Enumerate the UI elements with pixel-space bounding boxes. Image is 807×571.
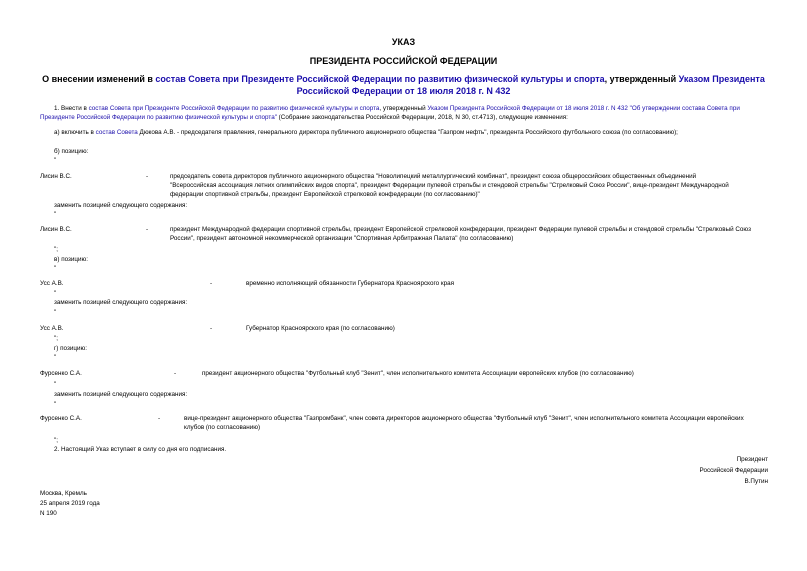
heading-link-decree[interactable]: Указом Президента Российской Федерации от 18 июля 2018 г. N 432 bbox=[296, 74, 765, 96]
decree-number: N 190 bbox=[40, 510, 57, 517]
entry-dash: - bbox=[210, 280, 213, 287]
replace-label: заменить позицией следующего содержания: bbox=[54, 202, 188, 209]
signature-country: Российской Федерации bbox=[699, 467, 768, 474]
entry-dash: - bbox=[146, 226, 149, 233]
paragraph-2: 2. Настоящий Указ вступает в силу со дня его подписания. bbox=[54, 446, 227, 453]
signature-title: Президент bbox=[736, 456, 768, 463]
p1-link-title[interactable]: "Об утверждении состава Совета при Президенте Российской Федерации по развитию физической культуры и спорта" bbox=[40, 105, 740, 121]
entry-name: Усс А.В. bbox=[40, 280, 64, 287]
quote-mark: " bbox=[54, 290, 57, 297]
entry-name: Лисин В.С. bbox=[40, 173, 72, 180]
heading-text: О внесении изменений в bbox=[42, 74, 156, 84]
paragraph-1 bbox=[40, 104, 770, 122]
replace-label: заменить позицией следующего содержания: bbox=[54, 391, 188, 398]
replace-label: заменить позицией следующего содержания: bbox=[54, 299, 188, 306]
document-heading bbox=[30, 73, 777, 97]
entry-description: президент Международной федерации спортивной стрельбы, президент Европейской стрелковой конфедерации, президент Федерации пулевой стрельбы и стендовой стрельбы "Стрелковый Союз России", президент автономной некоммерческой организации "Спортивная Арбитражная Палата" (по согласованию) bbox=[170, 226, 752, 242]
entry-description: Губернатор Красноярского края (по согласованию) bbox=[246, 325, 395, 332]
entry-dash: - bbox=[210, 325, 213, 332]
paragraph-v: в) позицию: bbox=[54, 256, 89, 263]
quote-close: "; bbox=[54, 437, 58, 444]
p1-text-mid: , утвержденный bbox=[379, 105, 428, 112]
quote-mark: " bbox=[54, 211, 57, 218]
quote-close: "; bbox=[54, 335, 58, 342]
quote-mark: " bbox=[54, 157, 57, 164]
quote-mark: " bbox=[54, 381, 57, 388]
heading-link-council[interactable]: состав Совета при Президенте Российской Федерации по развитию физической культуры и спорта bbox=[155, 74, 605, 84]
quote-mark: " bbox=[54, 265, 57, 272]
signature-name: В.Путин bbox=[744, 478, 768, 485]
pa-text-end: Дюкова А.В. - председателя правления, генерального директора публичного акционерного общества "Газпром нефть", президента Российского футбольного союза (по согласованию); bbox=[137, 129, 678, 136]
p1-link-council[interactable]: состав Совета при Президенте Российской Федерации по развитию физической культуры и спорта bbox=[88, 105, 380, 112]
paragraph-a bbox=[40, 128, 770, 137]
paragraph-b: б) позицию: bbox=[54, 148, 89, 155]
p1-link-decree[interactable]: Указом Президента Российской Федерации от 18 июля 2018 г. N 432 bbox=[427, 105, 628, 112]
heading-text-mid: , утвержденный bbox=[604, 74, 679, 84]
quote-close: "; bbox=[54, 246, 58, 253]
p1-text-end: (Собрание законодательства Российской Федерации, 2018, N 30, ст.4713), следующие изменения: bbox=[276, 114, 568, 121]
quote-mark: " bbox=[54, 309, 57, 316]
pa-text-start: а) включить в bbox=[54, 129, 96, 136]
issuer-title: ПРЕЗИДЕНТА РОССИЙСКОЙ ФЕДЕРАЦИИ bbox=[309, 56, 498, 66]
entry-description: президент акционерного общества "Футбольный клуб "Зенит", член исполнительного комитета Ассоциации европейских клубов (по согласованию) bbox=[202, 370, 634, 377]
entry-description: вице-президент акционерного общества "Газпромбанк", член совета директоров акционерного общества "Футбольный клуб "Зенит", член исполнительного комитета Ассоциации европейских клубов (по согласованию) bbox=[184, 415, 744, 431]
quote-mark: " bbox=[54, 354, 57, 361]
entry-name: Фурсенко С.А. bbox=[40, 370, 82, 377]
entry-name: Усс А.В. bbox=[40, 325, 64, 332]
entry-name: Лисин В.С. bbox=[40, 226, 72, 233]
entry-description: председатель совета директоров публичного акционерного общества "Новолипецкий металлургический комбинат", президент союза общероссийских общественных объединений "Всероссийская ассоциация летних олимпийских видов спорта", президент Федерации пулевой стрельбы и стендовой стрельбы "Стрелковый Союз России", вице-президент Международной федерации спортивной стрельбы, президент Европейской стрелковой конфедерации (по согласованию)" bbox=[170, 173, 729, 198]
signing-place: Москва, Кремль bbox=[40, 490, 87, 497]
signing-date: 25 апреля 2019 года bbox=[40, 500, 100, 507]
entry-dash: - bbox=[174, 370, 177, 377]
entry-dash: - bbox=[146, 173, 149, 180]
p1-text-start: 1. Внести в bbox=[54, 105, 89, 112]
pa-link-council[interactable]: состав Совета bbox=[95, 129, 138, 136]
entry-description: временно исполняющий обязанности Губернатора Красноярского края bbox=[246, 280, 455, 287]
paragraph-g: г) позицию: bbox=[54, 345, 87, 352]
entry-dash: - bbox=[158, 415, 161, 422]
entry-name: Фурсенко С.А. bbox=[40, 415, 82, 422]
doc-type-title: УКАЗ bbox=[391, 37, 416, 47]
quote-mark: " bbox=[54, 401, 57, 408]
